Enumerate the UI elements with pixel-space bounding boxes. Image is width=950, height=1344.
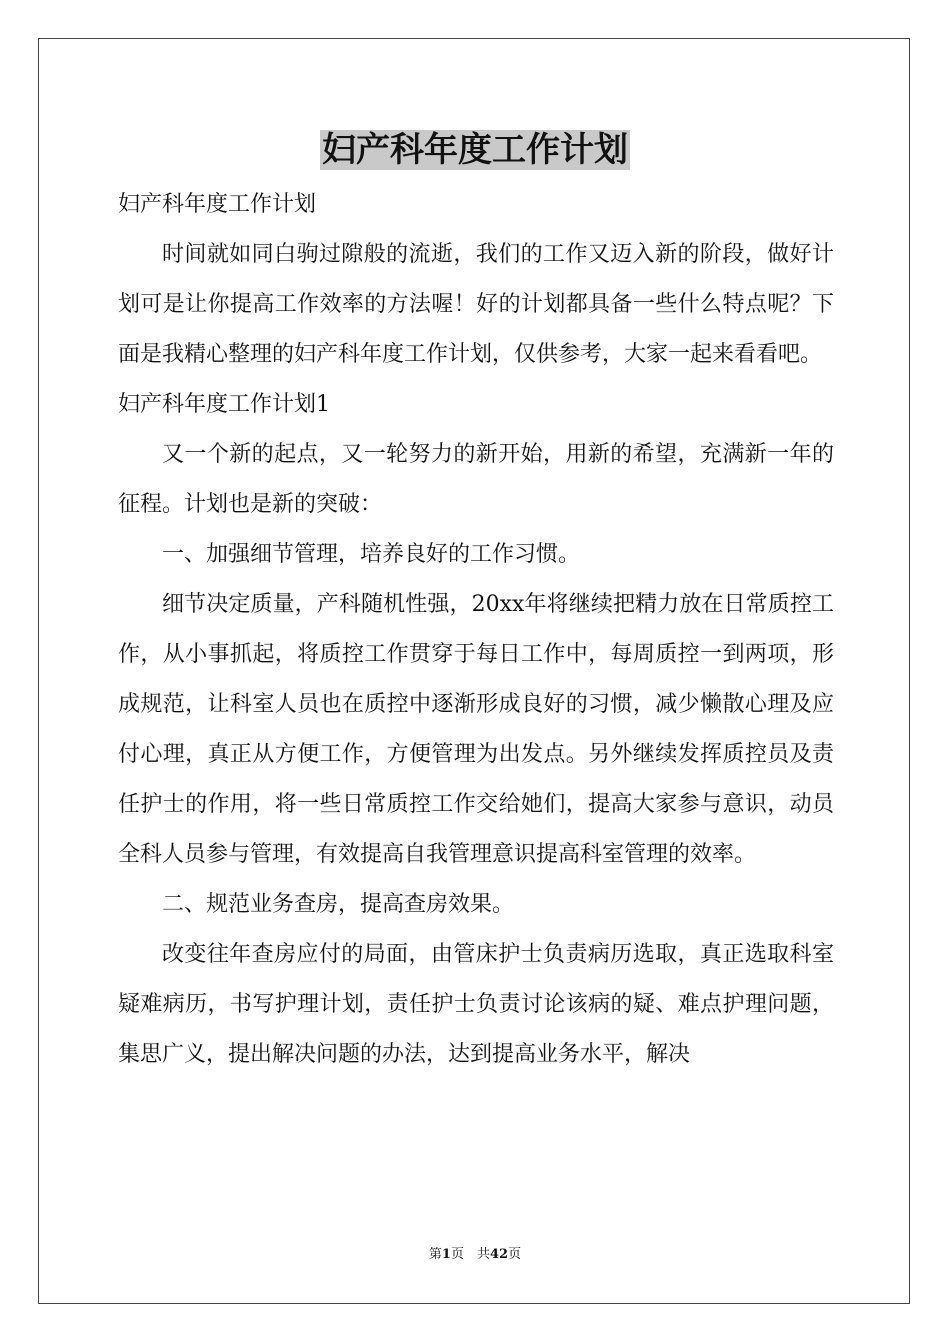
paragraph: 妇产科年度工作计划 [118, 192, 317, 217]
document-title [0, 128, 950, 172]
document-title-text: 妇产科年度工作计划 [322, 130, 628, 170]
paragraph: 细节决定质量，产科随机性强，20xx年将继续把精力放在日常质控工作，从小事抓起，将质控工作贯穿于每日工作中，每周质控一到两项，形成规范，让科室人员也在质控中逐渐形成良好的习惯，减少懒散心理及应付心理，真正从方便工作，方便管理为出发点。另外继续发挥质控员及责任护士的作用，将一些日常质控工作交给她们，提高大家参与意识，动员全科人员参与管理，有效提高自我管理意识提高科室管理的效率。 [118, 592, 834, 867]
footer-page-suffix: 页 [508, 1247, 522, 1262]
paragraph: 一、加强细节管理，培养良好的工作习惯。 [162, 542, 581, 567]
paragraph: 二、规范业务查房，提高查房效果。 [162, 892, 515, 917]
footer-page-mid: 页 共 [450, 1247, 490, 1262]
paragraph: 时间就如同白驹过隙般的流逝，我们的工作又迈入新的阶段，做好计划可是让你提高工作效率的方法喔！好的计划都具备一些什么特点呢？下面是我精心整理的妇产科年度工作计划，仅供参考，大家一起来看看吧。 [118, 242, 834, 367]
paragraph: 又一个新的起点，又一轮努力的新开始，用新的希望，充满新一年的征程。计划也是新的突破： [118, 442, 834, 517]
page-footer [0, 1247, 950, 1263]
footer-page-total: 42 [489, 1247, 509, 1262]
footer-page-prefix: 第 [428, 1247, 442, 1262]
document-body [118, 180, 834, 1080]
footer-page-current: 1 [441, 1247, 451, 1262]
paragraph: 改变往年查房应付的局面，由管床护士负责病历选取，真正选取科室疑难病历，书写护理计划，责任护士负责讨论该病的疑、难点护理问题，集思广义，提出解决问题的办法，达到提高业务水平，解决 [118, 942, 834, 1067]
paragraph: 妇产科年度工作计划1 [118, 392, 330, 417]
